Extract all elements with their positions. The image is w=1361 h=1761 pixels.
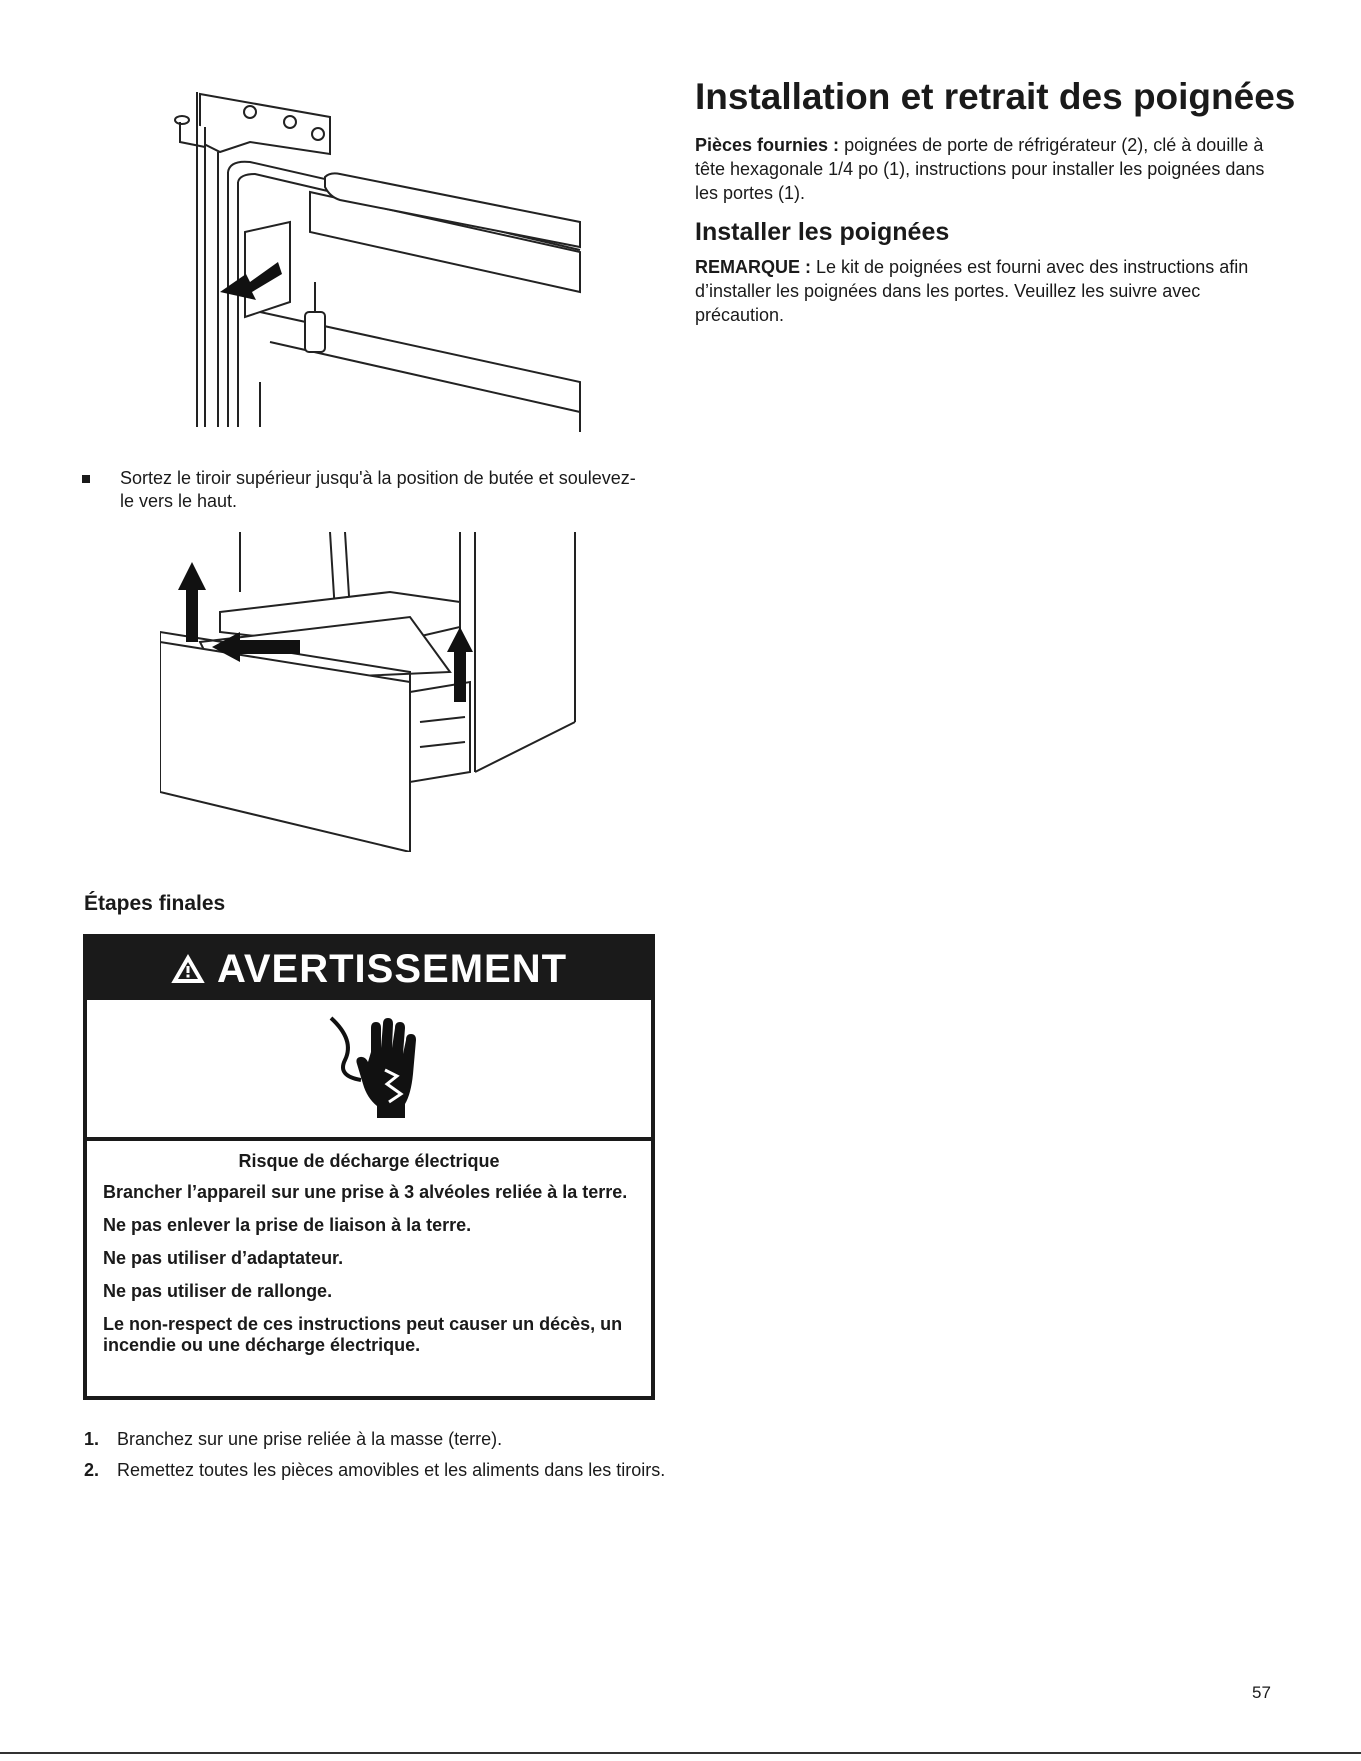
bullet-instruction (82, 467, 642, 513)
step-number: 2. (84, 1460, 100, 1480)
step-text: Branchez sur une prise reliée à la masse (terre). (117, 1429, 503, 1449)
warning-line: Brancher l’appareil sur une prise à 3 alvéoles reliée à la terre. (103, 1182, 628, 1202)
subsection-title: Installer les poignées (695, 218, 950, 246)
up-arrow-icon (178, 562, 206, 642)
section-title: Étapes finales (84, 892, 226, 915)
warning-line: Ne pas utiliser de rallonge. (103, 1281, 333, 1301)
note-label: REMARQUE : (695, 257, 811, 277)
page-number: 57 (1252, 1683, 1271, 1702)
warning-subtitle: Risque de décharge électrique (238, 1151, 500, 1171)
warning-header (87, 938, 651, 1000)
warning-icon-area (87, 1000, 651, 1141)
step-text: Remettez toutes les pièces amovibles et les aliments dans les tiroirs. (117, 1460, 666, 1480)
drawer-removal-illustration (160, 532, 580, 852)
step-number: 1. (84, 1429, 100, 1449)
page-title: Installation et retrait des poignées (695, 76, 1296, 117)
hinge-removal-illustration (160, 82, 600, 432)
warning-title: AVERTISSEMENT (216, 946, 568, 991)
bullet-square-icon (82, 475, 90, 483)
warning-body (87, 1141, 651, 1356)
list-item (84, 1428, 674, 1451)
warning-line: Ne pas utiliser d’adaptateur. (103, 1248, 344, 1268)
electrical-shock-hand-icon (327, 1014, 427, 1120)
warning-line: Le non-respect de ces instructions peut causer un décès, un incendie ou une décharge électrique. (103, 1314, 623, 1355)
warning-line: Ne pas enlever la prise de liaison à la terre. (103, 1215, 472, 1235)
list-item (84, 1459, 674, 1482)
bottom-divider (0, 1752, 1361, 1754)
steps-list (84, 1428, 674, 1490)
note-text: Le kit de poignées est fourni avec des instructions afin d’installer les poignées dans les portes. Veuillez les suivre avec précaution. (695, 257, 1249, 325)
warning-box (83, 934, 655, 1400)
parts-label: Pièces fournies : (695, 135, 840, 155)
warning-triangle-icon (171, 954, 205, 984)
right-column (695, 75, 1296, 335)
parts-text: poignées de porte de réfrigérateur (2), clé à douille à tête hexagonale 1/4 po (1), instructions pour installer les poignées dans les portes (1). (695, 135, 1265, 203)
bullet-text: Sortez le tiroir supérieur jusqu'à la position de butée et soulevez-le vers le haut. (120, 468, 636, 511)
parts-paragraph (695, 133, 1275, 205)
note-paragraph (695, 255, 1275, 327)
